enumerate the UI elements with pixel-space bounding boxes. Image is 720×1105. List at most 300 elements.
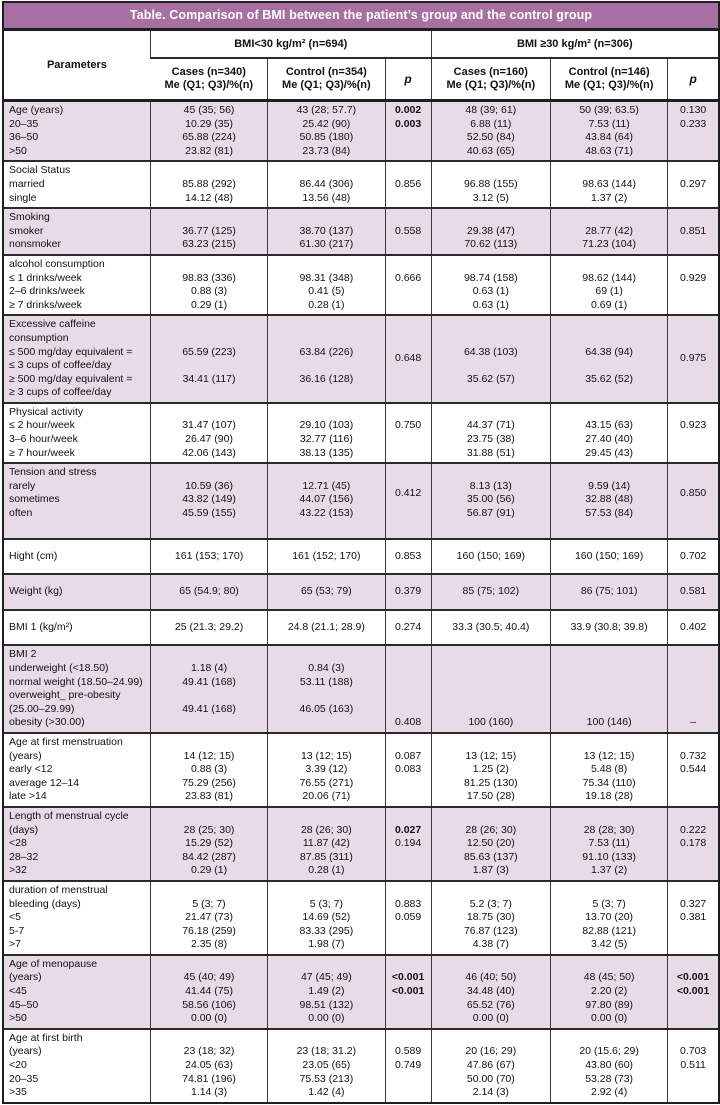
parameter-label: <20 <box>9 1059 27 1072</box>
parameter-label: Age at first birth <box>9 1031 83 1044</box>
p-value-cell <box>668 101 718 162</box>
cell-value: 0.929 <box>680 271 707 284</box>
parameter-label: 45–50 <box>9 998 39 1011</box>
value-cell <box>550 208 667 255</box>
cell-value <box>671 648 715 662</box>
cell-value: 81.25 (130) <box>463 776 518 789</box>
table-body <box>4 101 718 1102</box>
p-value-cell <box>668 881 718 955</box>
cell-value <box>554 884 664 898</box>
cell-value: 70.62 (113) <box>464 238 518 251</box>
cell-value: 69 (1) <box>595 285 623 298</box>
parameter-label: duration of menstrual <box>9 883 108 896</box>
cell-value: 3.12 (5) <box>472 191 509 204</box>
value-cell <box>550 403 667 463</box>
cell-value: 0.63 (1) <box>472 285 509 298</box>
cell-value <box>389 689 428 703</box>
cell-value <box>271 884 381 898</box>
cell-value <box>389 285 428 299</box>
cell-value <box>154 318 264 332</box>
cell-value: 13 (12; 15) <box>583 749 635 762</box>
cell-value: 7.53 (11) <box>588 837 630 850</box>
cell-value: 0.544 <box>680 763 707 776</box>
p-value-cell <box>385 733 431 807</box>
cell-value: 25 (21.3; 29.2) <box>174 620 244 633</box>
cell-value: 161 (153; 170) <box>174 549 244 562</box>
cell-value: 52.50 (84) <box>466 131 515 144</box>
p-value-cell <box>668 610 718 646</box>
cell-value: 26.47 (90) <box>185 433 233 446</box>
cell-value: <0.001 <box>676 971 710 984</box>
parameter-group-row-5 <box>4 403 718 463</box>
parameter-label: bleeding (days) <box>9 897 81 910</box>
p-value-cell <box>668 574 718 610</box>
value-cell <box>268 733 385 807</box>
cell-value: 85.88 (292) <box>182 177 236 190</box>
parameter-label: Excessive caffeine <box>9 318 96 331</box>
cell-value: 33.3 (30.5; 40.4) <box>452 620 530 633</box>
value-cell <box>150 610 267 646</box>
value-cell <box>268 645 385 733</box>
cell-value <box>389 999 428 1013</box>
parameter-cell <box>4 574 150 610</box>
cell-value <box>271 466 381 480</box>
cell-value: 74.81 (196) <box>182 1072 236 1085</box>
cell-value <box>671 131 715 145</box>
p-value-cell <box>385 161 431 208</box>
cell-value <box>671 958 715 972</box>
parameter-label: <5 <box>9 911 21 924</box>
cell-value <box>671 790 715 804</box>
cell-value: 63.23 (215) <box>182 238 236 251</box>
value-cell <box>268 255 385 315</box>
value-cell <box>268 610 385 646</box>
cell-value: 29.45 (43) <box>585 446 634 459</box>
parameter-label: obesity (>30.00) <box>9 716 85 729</box>
bmi-comparison-table <box>4 31 718 1102</box>
cell-value: 0.749 <box>394 1059 422 1072</box>
cell-value: 50 (39; 63.5) <box>579 104 639 116</box>
cell-value: 36.16 (128) <box>299 372 354 385</box>
value-cell <box>268 807 385 881</box>
cell-value: 161 (152; 170) <box>292 549 361 562</box>
cell-value <box>389 164 428 178</box>
value-cell <box>150 955 267 1029</box>
cell-value <box>671 145 715 159</box>
value-cell <box>150 255 267 315</box>
cell-value <box>435 958 547 972</box>
cell-value: 0.69 (1) <box>591 298 628 311</box>
cell-value <box>389 777 428 791</box>
cell-value: <0.001 <box>391 985 425 998</box>
cell-value: 0.00 (0) <box>308 1012 345 1025</box>
p-value-cell <box>668 463 718 538</box>
col-header-p-low: p <box>385 58 431 101</box>
parameter-cell <box>4 315 150 403</box>
cell-value: 91.10 (133) <box>582 850 636 863</box>
cell-value <box>271 810 381 824</box>
cell-value <box>554 958 664 972</box>
parameter-group-row-9 <box>4 610 718 646</box>
parameter-group-row-1 <box>4 161 718 208</box>
cell-value <box>435 466 547 480</box>
cell-value <box>671 851 715 865</box>
parameter-cell <box>4 881 150 955</box>
col-header-control-high: Control (n=146) Me (Q1; Q3)/%(n) <box>550 58 667 101</box>
parameter-cell <box>4 733 150 807</box>
cell-value: 23 (18; 31.2) <box>296 1045 357 1058</box>
cell-value: 58.56 (106) <box>182 998 236 1011</box>
p-value-cell <box>385 574 431 610</box>
cell-value: 75.53 (213) <box>299 1072 354 1085</box>
cell-value: 85.63 (137) <box>463 850 518 863</box>
cell-value <box>271 716 381 730</box>
cell-value: 0.083 <box>394 763 422 776</box>
cell-value: 36.77 (125) <box>182 224 236 237</box>
parameter-cell <box>4 645 150 733</box>
cell-value <box>554 211 664 225</box>
cell-value: 46 (40; 50) <box>465 971 517 984</box>
cell-value: 0.379 <box>394 585 422 598</box>
cell-value <box>671 1086 715 1100</box>
value-cell <box>268 208 385 255</box>
cell-value <box>554 703 664 717</box>
cell-value: 45.59 (155) <box>182 507 236 520</box>
cell-value: 0.703 <box>680 1045 707 1058</box>
cell-value: – <box>690 716 697 729</box>
cell-value: 65.88 (224) <box>182 131 236 144</box>
parameter-label: >50 <box>9 144 27 157</box>
cell-value: 8.13 (13) <box>469 479 512 492</box>
cell-value: 98.62 (144) <box>582 271 636 284</box>
value-cell <box>268 955 385 1029</box>
cell-value <box>671 938 715 952</box>
cell-value <box>671 433 715 447</box>
parameter-label: (years) <box>9 1045 42 1058</box>
parameter-cell <box>4 807 150 881</box>
cell-value <box>554 258 664 272</box>
parameter-label: 20–35 <box>9 1072 39 1085</box>
cell-value: 17.50 (28) <box>466 790 515 803</box>
cell-value: 61.30 (217) <box>299 238 354 251</box>
cell-value <box>271 648 381 662</box>
cell-value: 3.39 (12) <box>305 763 348 776</box>
cell-value: 15.29 (52) <box>185 837 233 850</box>
cell-value: 98.31 (348) <box>299 271 354 284</box>
cell-value: 75.34 (110) <box>582 776 636 789</box>
cell-value <box>554 648 664 662</box>
cell-value <box>389 790 428 804</box>
p-value: 0.975 <box>680 352 707 365</box>
value-cell <box>550 1029 667 1102</box>
cell-value <box>389 211 428 225</box>
cell-value <box>435 318 547 332</box>
parameter-label: ≥ 3 cups of coffee/day <box>9 386 112 399</box>
cell-value <box>271 406 381 420</box>
cell-value <box>554 736 664 750</box>
value-cell <box>550 574 667 610</box>
cell-value <box>389 810 428 824</box>
cell-value: 31.88 (51) <box>466 446 515 459</box>
cell-value <box>154 332 264 346</box>
p-value: 0.850 <box>680 486 707 499</box>
p-value-cell <box>385 208 431 255</box>
cell-value: 42.06 (143) <box>182 446 236 459</box>
p-value-cell <box>385 807 431 881</box>
value-cell <box>268 574 385 610</box>
cell-value: 160 (150; 169) <box>456 549 525 562</box>
cell-value: 0.402 <box>680 620 707 633</box>
p-value-cell <box>668 1029 718 1102</box>
cell-value <box>271 386 381 400</box>
cell-value <box>671 406 715 420</box>
cell-value <box>554 1032 664 1046</box>
cell-value: <0.001 <box>391 971 425 984</box>
cell-value <box>271 164 381 178</box>
cell-value: 38.70 (137) <box>299 224 354 237</box>
parameter-group-row-11 <box>4 733 718 807</box>
parameter-label: Social Status <box>9 164 71 177</box>
cell-value <box>671 285 715 299</box>
cell-value: 0.194 <box>394 837 422 850</box>
parameter-label: alcohol consumption <box>9 257 105 270</box>
cell-value: 35.62 (52) <box>585 372 634 385</box>
value-cell <box>150 539 267 575</box>
cell-value: 35.00 (56) <box>466 493 515 506</box>
cell-value: 0.63 (1) <box>472 298 509 311</box>
parameter-group-row-12 <box>4 807 718 881</box>
cell-value <box>671 662 715 676</box>
parameter-label: late >14 <box>9 790 47 803</box>
parameter-label: Tension and stress <box>9 466 97 479</box>
parameter-label: smoker <box>9 224 44 237</box>
value-cell <box>550 463 667 538</box>
cell-value <box>554 386 664 400</box>
cell-value <box>554 318 664 332</box>
table-title: Table. Comparison of BMI between the patient’s group and the control group <box>4 3 718 31</box>
value-cell <box>150 315 267 403</box>
cell-value: 14 (12; 15) <box>183 749 235 762</box>
parameter-label: Age (years) <box>9 104 64 116</box>
parameter-cell <box>4 1029 150 1102</box>
cell-value <box>271 211 381 225</box>
value-cell <box>550 101 667 162</box>
cell-value: 0.856 <box>394 177 422 190</box>
cell-value: 49.41 (168) <box>182 675 236 688</box>
cell-value: 160 (150; 169) <box>574 549 644 562</box>
cell-value: 1.14 (3) <box>190 1086 228 1099</box>
p-value-cell <box>668 645 718 733</box>
cell-value <box>671 164 715 178</box>
cell-value <box>389 648 428 662</box>
cell-value: 0.702 <box>680 549 707 562</box>
value-cell <box>268 881 385 955</box>
parameter-label: >50 <box>9 1012 27 1025</box>
cell-value: 0.750 <box>394 419 422 432</box>
table-header <box>4 31 718 101</box>
cell-value: 0.581 <box>680 585 707 598</box>
cell-value: 28 (25; 30) <box>183 823 235 836</box>
parameter-label: (25.00–29.99) <box>9 702 75 715</box>
value-cell <box>550 315 667 403</box>
cell-value: 35.62 (57) <box>466 372 515 385</box>
parameter-cell <box>4 955 150 1029</box>
cell-value: 43.84 (64) <box>585 131 634 144</box>
cell-value <box>435 211 547 225</box>
cell-value: 1.37 (2) <box>591 191 628 204</box>
parameter-label: ≥ 500 mg/day equivalent = <box>9 372 133 385</box>
cell-value <box>671 689 715 703</box>
value-cell <box>431 610 550 646</box>
cell-value: 86.44 (306) <box>299 177 354 190</box>
cell-value: 2.92 (4) <box>591 1086 628 1099</box>
cell-value: 38.13 (135) <box>299 446 354 459</box>
value-cell <box>431 403 550 463</box>
cell-value: 13.56 (48) <box>302 191 351 204</box>
cell-value <box>435 258 547 272</box>
p-value-cell <box>385 645 431 733</box>
cell-value: 5 (3; 7) <box>192 897 226 910</box>
cell-value: 32.77 (116) <box>299 433 353 446</box>
col-header-cases-high: Cases (n=160) Me (Q1; Q3)/%(n) <box>431 58 550 101</box>
cell-value: 13 (12; 15) <box>465 749 517 762</box>
cell-value <box>671 1073 715 1087</box>
parameter-cell <box>4 161 150 208</box>
p-value-cell <box>385 463 431 538</box>
value-cell <box>431 955 550 1029</box>
value-cell <box>431 645 550 733</box>
cell-value <box>389 1086 428 1100</box>
cell-value: 76.55 (271) <box>299 776 354 789</box>
cell-value <box>671 1012 715 1026</box>
cell-value <box>389 958 428 972</box>
parameter-label: ≤ 3 cups of coffee/day <box>9 359 112 372</box>
p-value-cell <box>385 539 431 575</box>
cell-value: 46.05 (163) <box>299 702 354 715</box>
cell-value: 43 (28; 57.7) <box>296 104 357 116</box>
value-cell <box>431 463 550 538</box>
value-cell <box>431 807 550 881</box>
cell-value <box>389 258 428 272</box>
parameter-label: Physical activity <box>9 405 84 418</box>
cell-value: 98.51 (132) <box>299 998 354 1011</box>
cell-value <box>389 938 428 952</box>
parameter-group-row-6 <box>4 463 718 538</box>
cell-value: 0.29 (1) <box>190 298 228 311</box>
cell-value: 0.233 <box>680 117 707 130</box>
cell-value <box>389 703 428 717</box>
value-cell <box>150 733 267 807</box>
parameter-label: overweight_ pre-obesity <box>9 689 121 702</box>
cell-value <box>154 359 264 373</box>
value-cell <box>550 255 667 315</box>
p-value: 0.648 <box>394 352 422 365</box>
parameter-group-row-7 <box>4 539 718 575</box>
p-value-cell <box>668 208 718 255</box>
col-header-cases-low: Cases (n=340) Me (Q1; Q3)/%(n) <box>150 58 267 101</box>
cell-value <box>389 736 428 750</box>
cell-value: 0.883 <box>394 897 422 910</box>
cell-value <box>389 1032 428 1046</box>
cell-value: 34.41 (117) <box>182 372 236 385</box>
cell-value <box>154 258 264 272</box>
value-cell <box>431 881 550 955</box>
cell-value <box>271 736 381 750</box>
cell-value: 34.48 (40) <box>466 985 515 998</box>
value-cell <box>431 574 550 610</box>
cell-value <box>271 318 381 332</box>
parameter-label: early <12 <box>9 763 53 776</box>
cell-value <box>435 884 547 898</box>
cell-value: 0.087 <box>394 749 422 762</box>
cell-value <box>671 258 715 272</box>
cell-value: <0.001 <box>676 985 710 998</box>
cell-value: 23.75 (38) <box>466 433 515 446</box>
cell-value: 13 (12; 15) <box>300 749 352 762</box>
value-cell <box>550 955 667 1029</box>
value-cell <box>268 161 385 208</box>
cell-value: 0.381 <box>680 911 707 924</box>
cell-value: 1.87 (3) <box>472 864 509 877</box>
cell-value <box>554 662 664 676</box>
cell-value: 29.10 (103) <box>299 419 354 432</box>
parameter-label: (years) <box>9 971 42 984</box>
parameter-cell <box>4 463 150 538</box>
p-value-cell <box>668 539 718 575</box>
cell-value: 18.75 (30) <box>466 911 515 924</box>
cell-value: 87.85 (311) <box>299 850 353 863</box>
cell-value: 50.00 (70) <box>466 1072 515 1085</box>
cell-value: 0.84 (3) <box>308 662 345 674</box>
cell-value <box>154 689 264 703</box>
cell-value: 65.52 (76) <box>466 998 515 1011</box>
group-header-bmi-low: BMI<30 kg/m² (n=694) <box>150 31 431 58</box>
cell-value: 0.29 (1) <box>190 864 228 877</box>
parameter-label: average 12–14 <box>9 776 80 789</box>
cell-value <box>671 810 715 824</box>
cell-value: 0.408 <box>394 716 422 729</box>
cell-value: 32.88 (48) <box>585 493 634 506</box>
cell-value: 0.923 <box>680 419 707 432</box>
parameter-cell <box>4 403 150 463</box>
cell-value: 5 (3; 7) <box>309 897 343 910</box>
cell-value: 28.77 (42) <box>585 224 634 237</box>
cell-value: 0.41 (5) <box>308 285 345 298</box>
col-header-control-low: Control (n=354) Me (Q1; Q3)/%(n) <box>268 58 385 101</box>
cell-value: 43.15 (63) <box>585 419 634 432</box>
cell-value: 0.327 <box>680 897 707 910</box>
cell-value: 14.12 (48) <box>185 191 233 204</box>
parameter-label: Smoking <box>9 211 50 224</box>
cell-value <box>154 958 264 972</box>
cell-value: 5.48 (8) <box>591 763 628 776</box>
cell-value <box>271 958 381 972</box>
cell-value <box>389 406 428 420</box>
cell-value: 12.71 (45) <box>302 479 351 492</box>
cell-value <box>154 736 264 750</box>
parameter-cell <box>4 101 150 162</box>
p-value-cell <box>385 881 431 955</box>
cell-value: 98.63 (144) <box>582 177 636 190</box>
value-cell <box>268 101 385 162</box>
p-value-cell <box>385 101 431 162</box>
value-cell <box>550 161 667 208</box>
cell-value <box>671 299 715 313</box>
parameter-label: BMI 2 <box>9 648 37 661</box>
parameter-label: Age at first menstruation <box>9 735 123 748</box>
cell-value <box>389 192 428 206</box>
cell-value: 71.23 (104) <box>582 238 636 251</box>
